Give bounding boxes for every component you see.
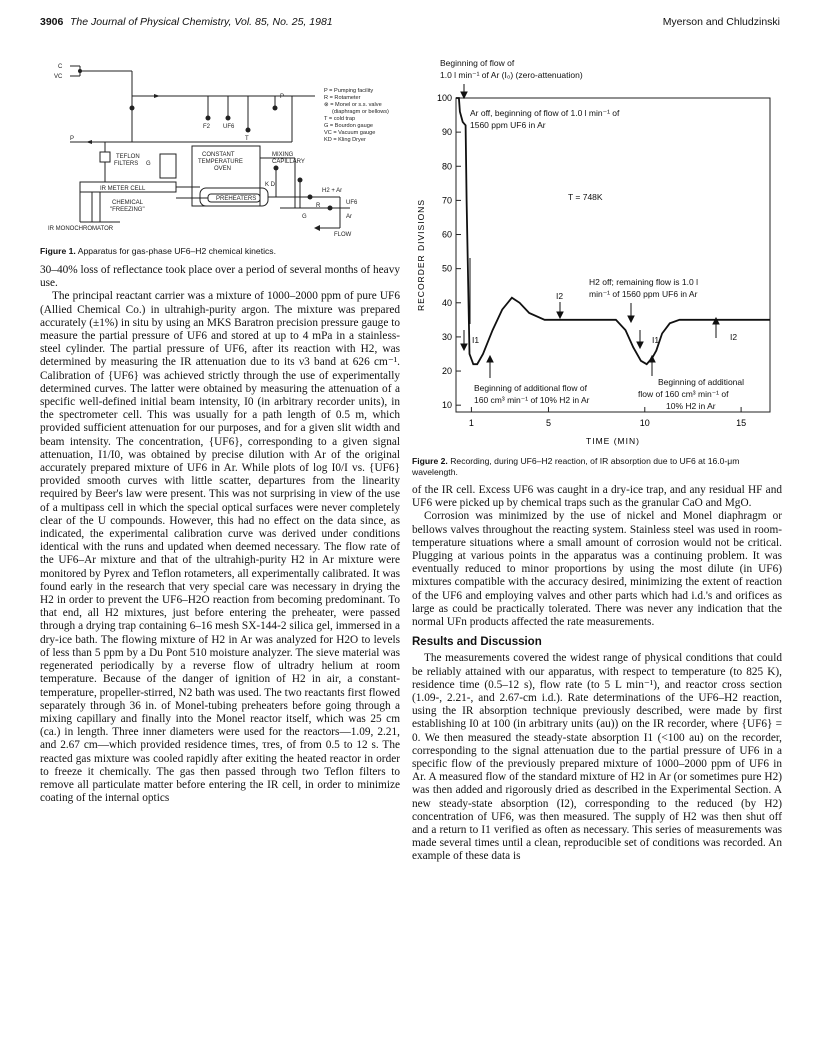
figure-1-caption-text: Apparatus for gas-phase UF6–H2 chemical kinetics. xyxy=(77,246,276,256)
arrow-h2-off xyxy=(628,316,634,322)
legend-line-4: (diaphragm or bellows) xyxy=(332,109,389,115)
y-tick-label: 20 xyxy=(441,366,452,377)
x-tick-label: 5 xyxy=(545,418,551,428)
plot-frame xyxy=(456,98,770,412)
label-teflon-1: TEFLON xyxy=(116,154,140,160)
left-column xyxy=(40,264,400,805)
x-axis-label: TIME (MIN) xyxy=(586,436,640,446)
label-chemical-2: "FREEZING" xyxy=(110,207,145,213)
arrow-i1-a xyxy=(461,344,467,350)
label-capillary-1: MIXING xyxy=(272,152,294,158)
arrow-i1-b xyxy=(637,342,643,348)
y-tick-label: 80 xyxy=(441,161,452,172)
left-paragraph-1: 30–40% loss of reflectance took place over a period of several months of heavy use. xyxy=(40,264,400,290)
label-uf6-out: UF6 xyxy=(346,200,358,206)
y-tick-label: 50 xyxy=(441,263,452,274)
x-tick-label: 10 xyxy=(639,418,650,428)
label-ar: Ar xyxy=(346,214,352,220)
label-r: R xyxy=(316,203,321,209)
annotation-i2-a: I2 xyxy=(556,291,564,301)
left-paragraph-2: The principal reactant carrier was a mixture of 1000–2000 ppm of pure UF6 (Allied Chemical Co.) in ultrahigh-purity argon. The mixture was prepared accurately (±1%) in situ by using an MKS Baratron precision pressure gauge to measure the partial pressure of UF6 and stored at up to 4 mPa in a stainless-steel cylinder. The partial pressure of UF6, after its reaction with H2, was determined by measuring the IR attenuation due to its ν3 band at 626 cm⁻¹. Calibration of {UF6} was achieved strictly through the use of experimentally determined curves. The latter were obtained by measuring the attenuation of a specific well-defined initial beam intensity, I0 (in arbitrary recorder units), in the spectrometer cell. This was usually for a path length of 0.5 m, which provided sufficient attenuation for our purposes, and for a given slit width and beam intensity. The concentration, {UF6}, corresponding to a given signal attenuation, I1/I0, was obtained by precise dilution with Ar of the original accurately prepared mixture of UF6 in Ar. While plots of log I0/I vs. {UF6} provided smooth curves with little scatter, departures from the linearity required by Beer's law were present. This was not surprising in view of the use of a multipass cell in which the special optical surfaces were never completely clear of the U compounds. However, this had no effect on the data since, as indicated, the experimental calibration curve was derived under conditions identical with the runs and updated when deemed necessary. The flow rate of the UF6–Ar mixture and that of the ultrahigh-purity H2 in Ar mixture were monitored by Pyrex and Teflon rotameters, all experimentally calibrated. It was found early in the research that very special care was necessary in drying the H2 in order to prevent the UF6–H2O reaction from becoming predominant. To that end, all H2 mixtures, just before entering the preheater, were passed through a drying trap containing 6–16 mesh SX-144-2 silica gel, immersed in a dry-ice bath. The flowing mixture of H2 in Ar was analyzed for H2O to levels of less than 5 ppm by a Du Pont 510 moisture analyzer. The sieve material was regenerated periodically by a reverse flow of ultradry helium at room temperature. Because of the danger of ignition of H2 in air, a constant-temperature, propeller-stirred, N2 bath was used. The two reactants first flowed separately through 36 in. of Monel-tubing preheaters before going through a mixing capillary and finally into the Monel reactor itself, which was 25 cm (ca.) in length. Three inner diameters were used for the reactors—1.09, 2.21, and 2.67 cm—which provided residence times, τres, of from 0.5 to 12 s. The reacted gas mixture was cooled rapidly after exiting the heated reactor in order to freeze it chemically. The gas then passed through two Teflon filters to remove all particulate matter before entering the IR cell, in order to minimize coating of the internal optics xyxy=(40,290,400,805)
section-heading-results: Results and Discussion xyxy=(412,636,542,649)
legend-line-3: ⊗ = Monel or s.s. valve xyxy=(324,102,382,108)
label-g: G xyxy=(146,161,151,167)
legend-line-7: VC = Vacuum gauge xyxy=(324,130,376,136)
journal-title: The Journal of Physical Chemistry, Vol. 85, No. 25, 1981 xyxy=(70,16,333,28)
annotation-begin1-2: 160 cm³ min⁻¹ of 10% H2 in Ar xyxy=(474,395,590,405)
arrow-begin1 xyxy=(487,356,493,362)
right-column xyxy=(412,484,782,864)
legend-line-5: T = cold trap xyxy=(324,116,356,122)
right-paragraph-3: The measurements covered the widest range of physical conditions that could be reliably attained with our apparatus, with respect to temperature (to 825 K), residence time (0.5–12 s), flow rate (to 5 L min⁻¹), and reactor cross section (1.09-, 2.21-, and 2.67-cm i.d.). Rate determinations of the UF6–H2 reaction, using the IR absorption technique previously described, were made by first establishing I0 at 100 (in arbitrary units (au)) on the IR recorder, where {UF6} = 0. We then measured the steady-state absorption I1 (<100 au) on the recorder, corresponding to the signal attenuation due to the partial pressure of UF6 in a specific flow of the previously prepared mixture of 1000–2000 ppm of UF6 in Ar. A measured flow of the standard mixture of H2 in Ar (or sometimes pure H2) was then added and rigorously dried as described in the Experimental Section. A new steady-state absorption (I2), corresponding to the reduced (by H2) concentration of UF6, was then measured. The supply of H2 was then shut off and a return to I1 verified as often as necessary. This series of measurements was made several times until a clean, reproducible set of conditions was recorded. An example of these data is xyxy=(412,652,782,863)
label-c: C xyxy=(58,64,63,70)
label-g2: G xyxy=(302,214,307,220)
annotation-i2-b: I2 xyxy=(730,332,738,342)
annotation-h2-off-2: min⁻¹ of 1560 ppm UF6 in Ar xyxy=(589,289,698,299)
y-tick-label: 40 xyxy=(441,297,452,308)
annotation-begin2-2: flow of 160 cm³ min⁻¹ of xyxy=(638,389,729,399)
label-oven-2: TEMPERATURE xyxy=(198,159,243,165)
y-tick-label: 10 xyxy=(441,400,452,411)
x-tick-label: 15 xyxy=(736,418,747,428)
legend-line-8: KD = Kling Dryer xyxy=(324,137,366,143)
figure-2-caption xyxy=(412,456,782,477)
label-h2-ar: H2 + Ar xyxy=(322,188,343,194)
y-tick-label: 70 xyxy=(441,195,452,206)
y-tick-label: 90 xyxy=(441,127,452,138)
page-number: 3906 xyxy=(40,16,64,28)
annotation-begin2-1: Beginning of additional xyxy=(658,377,745,387)
running-authors: Myerson and Chludzinski xyxy=(662,16,780,28)
figure-2-caption-text: Recording, during UF6–H2 reaction, of IR absorption due to UF6 at 16.0-μm wavelength. xyxy=(412,456,740,477)
annotation-ar-off-2: 1560 ppm UF6 in Ar xyxy=(470,120,546,130)
y-axis-label: RECORDER DIVISIONS xyxy=(416,199,426,311)
recorder-trace xyxy=(456,98,770,364)
right-paragraph-1: of the IR cell. Excess UF6 was caught in a dry-ice trap, and any residual HF and UF6 were picked up by chemical traps such as the granular CaO and MgO. xyxy=(412,484,782,510)
figure-1-caption-label: Figure 1. xyxy=(40,246,76,256)
figure-2-recorder-chart xyxy=(412,58,782,450)
arrow-start xyxy=(461,92,467,98)
label-oven-3: OVEN xyxy=(214,166,232,172)
arrow-i2-a xyxy=(557,312,563,318)
label-uf6: UF6 xyxy=(223,124,235,130)
annotation-begin2-3: 10% H2 in Ar xyxy=(666,401,716,411)
annotation-i1-a: I1 xyxy=(472,335,480,345)
figure-2-caption-label: Figure 2. xyxy=(412,456,448,466)
figure-1-caption xyxy=(40,246,400,257)
page-header xyxy=(40,16,780,32)
figure-1-apparatus-diagram xyxy=(40,58,400,240)
annotation-h2-off-1: H2 off; remaining flow is 1.0 l xyxy=(589,277,698,287)
arrow-begin2 xyxy=(649,356,655,362)
annotation-ar-off-1: Ar off, beginning of flow of 1.0 l min⁻¹ of xyxy=(470,108,620,118)
x-tick-label: 1 xyxy=(468,418,474,428)
label-f2: F2 xyxy=(203,124,211,130)
label-ir-meter-cell: IR METER CELL xyxy=(100,186,146,192)
label-vc: VC xyxy=(54,74,63,80)
annotation-top-2: 1.0 l min⁻¹ of Ar (I₀) (zero-attenuation) xyxy=(440,70,583,80)
label-kd: K D xyxy=(265,182,276,188)
y-tick-label: 60 xyxy=(441,229,452,240)
annotation-top-1: Beginning of flow of xyxy=(440,58,515,68)
label-t: T xyxy=(245,136,249,142)
y-tick-label: 30 xyxy=(441,331,452,342)
annotation-begin1-1: Beginning of additional flow of xyxy=(474,383,587,393)
legend-line-6: G = Bourdon gauge xyxy=(324,123,373,129)
annotation-i1-b: I1 xyxy=(652,335,660,345)
label-monochromator: IR MONOCHROMATOR xyxy=(48,226,114,232)
legend-line-1: P = Pumping facility xyxy=(324,88,374,94)
y-tick-label: 100 xyxy=(436,93,452,103)
label-oven-1: CONSTANT xyxy=(202,152,235,158)
label-teflon-2: FILTERS xyxy=(114,161,139,167)
label-chemical-1: CHEMICAL xyxy=(112,200,144,206)
right-paragraph-2: Corrosion was minimized by the use of nickel and Monel diaphragm or bellows valves throughout the reacting system. Stainless steel was used in room-temperature situations where a small amount of corrosion would not be critical. Plugging at various points in the apparatus was a continuing problem. It was eventually reduced to minor proportions by using the most dilute (in UF6) mixtures compatible with the accuracy desired, minimizing the extent of reaction of the UF6 and employing valves and other parts which had i.d.'s and orifices as large as could be practically tolerated. There was never any indication that the normal UFn products affected the rate measurements. xyxy=(412,510,782,629)
label-p: P xyxy=(280,94,285,100)
label-p-left: P xyxy=(70,136,75,142)
label-flow: FLOW xyxy=(334,232,352,238)
label-preheaters: PREHEATERS xyxy=(216,196,257,202)
annotation-temperature: T = 748K xyxy=(568,192,603,202)
legend-line-2: R = Rotameter xyxy=(324,95,361,101)
label-capillary-2: CAPILLARY xyxy=(272,159,305,165)
